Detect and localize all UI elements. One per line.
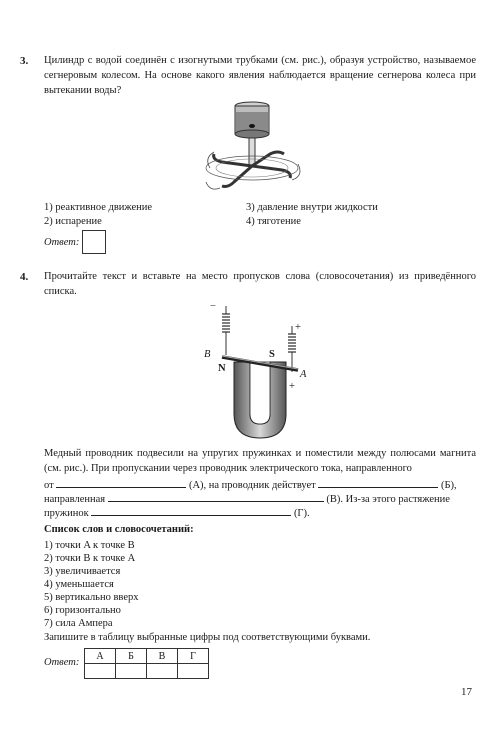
q3-option-1[interactable]: 1) реактивное движение [44, 202, 153, 213]
question-4-number: 4. [20, 271, 29, 283]
table-instruction: Запишите в таблицу выбранные цифры под соответствующими буквами. [44, 632, 371, 643]
fig-plus-top-right: + [295, 322, 301, 333]
fig-minus-left: − [210, 301, 216, 312]
q3-answer-label: Ответ: [44, 237, 80, 248]
q3-option-2[interactable]: 2) испарение [44, 216, 102, 227]
fig-label-B: B [204, 349, 211, 360]
question-3-text: Цилиндр с водой соединён с изогнутыми трубками (см. рис.), образуя устройство, называемое сегнеровым колесом. На основе какого явления наблюдается вращение сегнерова колеса при вытекании воды? [44, 55, 476, 96]
segner-wheel-figure [200, 96, 310, 198]
fig-label-A: A [300, 369, 307, 380]
page-number: 17 [461, 686, 472, 698]
blank-B[interactable] [318, 477, 438, 488]
magnet-conductor-figure [196, 302, 326, 442]
table-header-G: Г [178, 649, 209, 664]
table-header-V: В [147, 649, 178, 664]
table-header-B: Б [116, 649, 147, 664]
blank-V[interactable] [108, 491, 324, 502]
word-list-item-5: 5) вертикально вверх [44, 592, 139, 603]
word-list-item-2: 2) точки B к точке A [44, 553, 136, 564]
answer-table [84, 648, 209, 679]
question-3-number: 3. [20, 55, 29, 67]
q3-option-3[interactable]: 3) давление внутри жидкости [246, 202, 378, 213]
word-list-item-1: 1) точки A к точке B [44, 540, 135, 551]
fig-label-S: S [269, 349, 275, 360]
blank-G[interactable] [91, 505, 291, 516]
answer-cell-G[interactable] [178, 664, 209, 679]
passage-line-4: направленная (В). Из-за этого растяжение [44, 491, 450, 507]
word-list-item-6: 6) горизонтально [44, 605, 121, 616]
q3-option-4[interactable]: 4) тяготение [246, 216, 301, 227]
question-4-text: Прочитайте текст и вставьте на место пропусков слова (словосочетания) из приведённого списка. [44, 271, 476, 297]
fig-plus-bottom-right: + [289, 381, 295, 392]
passage-line-5: пружинок (Г). [44, 505, 310, 521]
word-list-item-4: 4) уменьшается [44, 579, 114, 590]
answer-cell-A[interactable] [85, 664, 116, 679]
word-list-item-3: 3) увеличивается [44, 566, 121, 577]
word-list-item-7: 7) сила Ампера [44, 618, 113, 629]
passage-first-lines: Медный проводник подвесили на упругих пружинках и поместили между полюсами магнита (см. рис.). При пропускании через проводник электрического тока, направленного [44, 448, 476, 474]
q4-answer-label: Ответ: [44, 657, 80, 668]
table-header-A: А [85, 649, 116, 664]
passage-line-3: от (А), на проводник действует (Б), [44, 477, 457, 493]
answer-cell-V[interactable] [147, 664, 178, 679]
fig-label-N: N [218, 363, 226, 374]
word-list-header: Список слов и словосочетаний: [44, 524, 194, 535]
blank-A[interactable] [56, 477, 186, 488]
q3-answer-box[interactable] [82, 230, 106, 254]
answer-cell-B[interactable] [116, 664, 147, 679]
